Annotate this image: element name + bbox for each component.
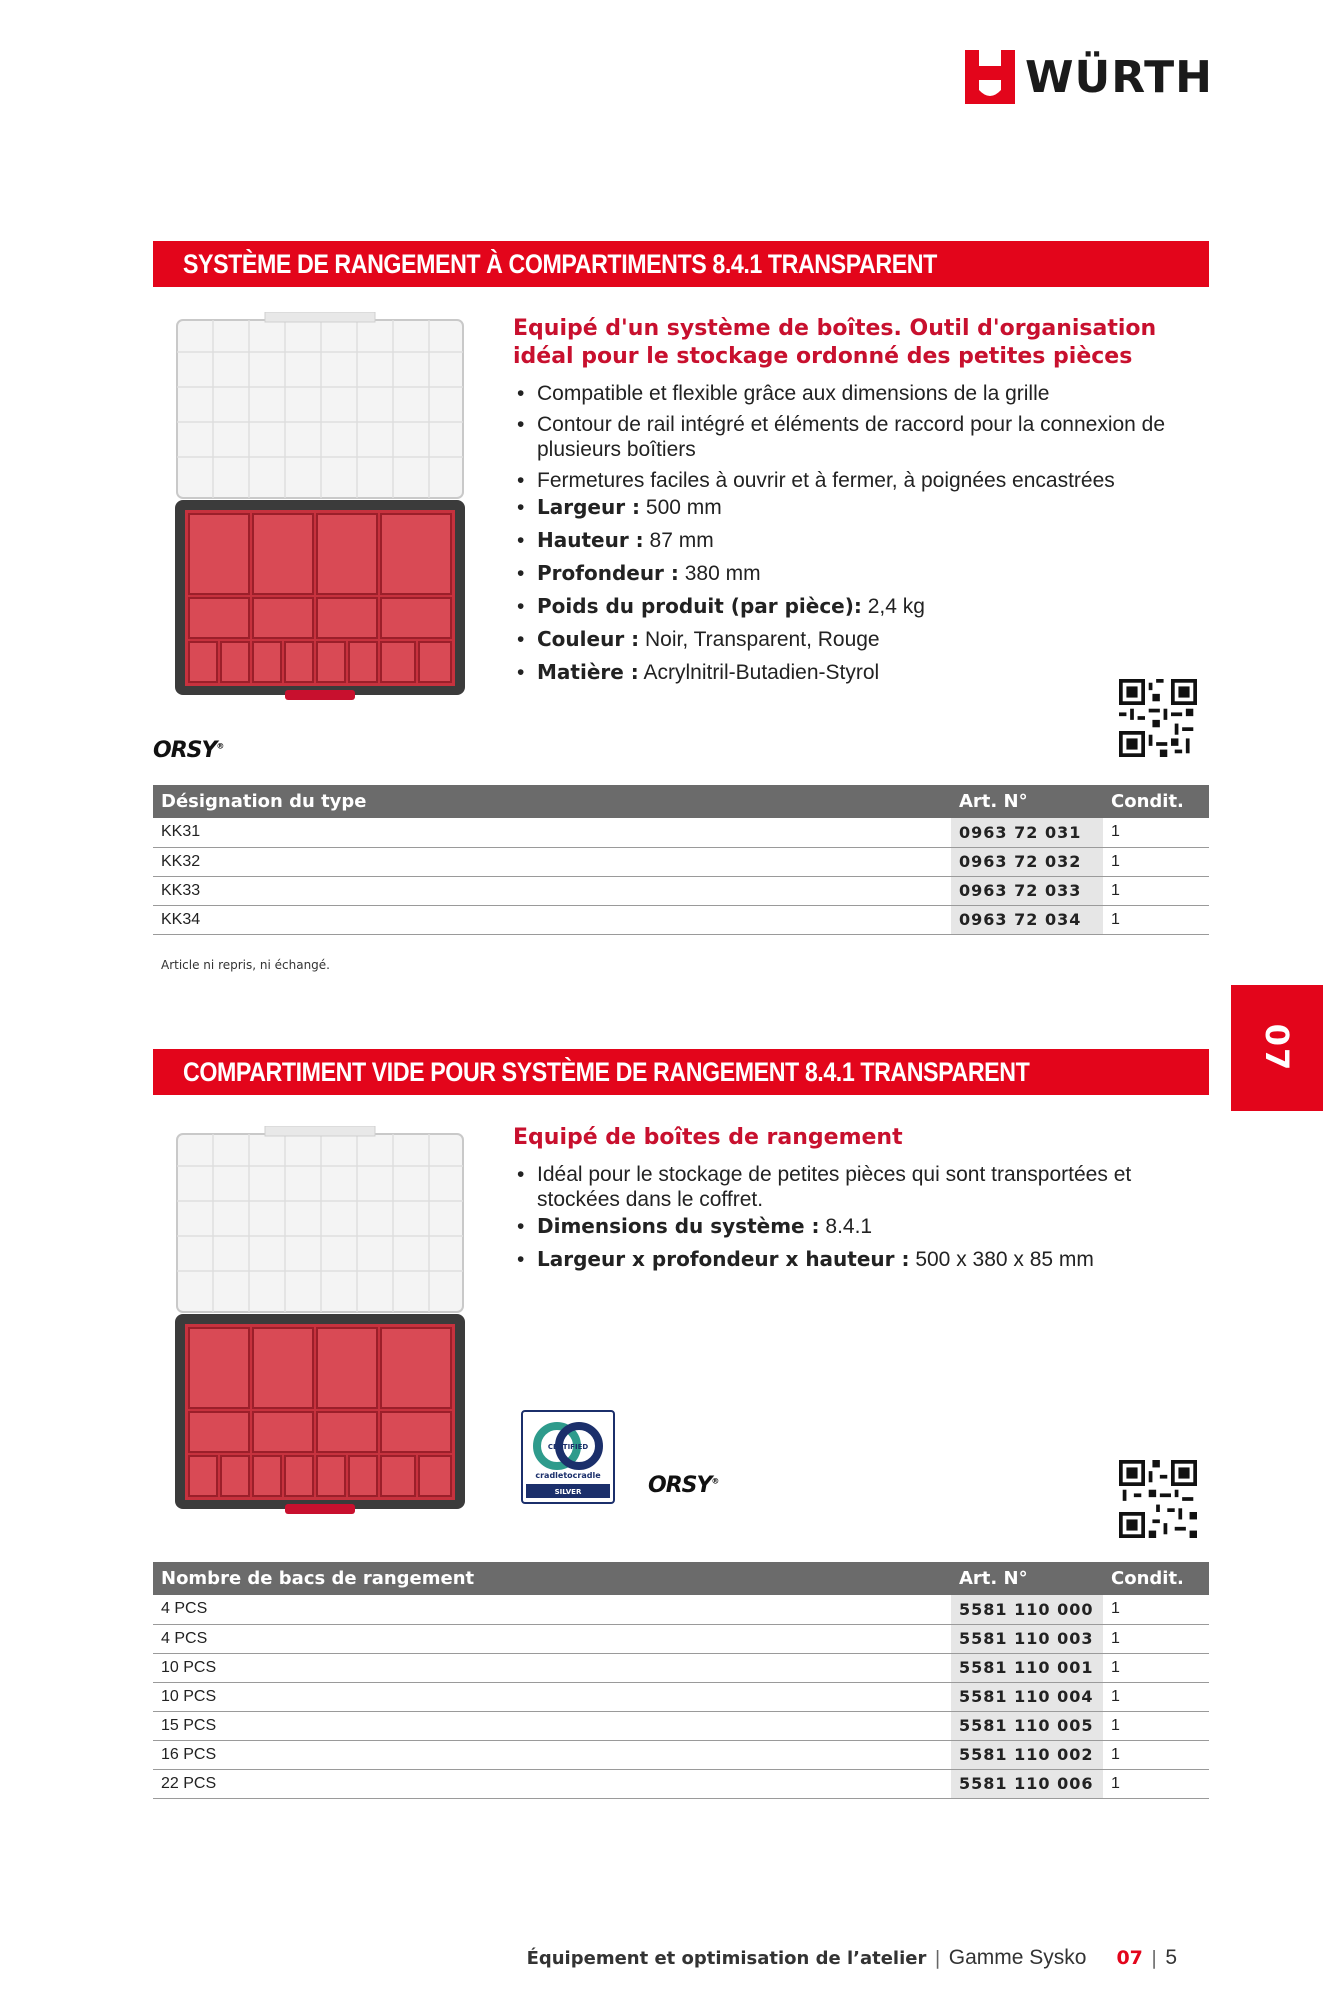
brand-name: WÜRTH (1025, 51, 1214, 103)
column-header-count: Nombre de bacs de rangement (153, 1562, 951, 1595)
table-header-row (153, 785, 1209, 818)
spec-item: • Largeur x profondeur x hauteur : 500 x 380 x 85 mm (513, 1247, 1213, 1272)
table-row (153, 1682, 1209, 1711)
section1-article-table (153, 785, 1209, 935)
column-header-cond: Condit. (1103, 1562, 1209, 1595)
table-row (153, 1740, 1209, 1769)
spec-item: • Couleur : Noir, Transparent, Rouge (513, 627, 1213, 652)
section2-feature-list (513, 1162, 1213, 1272)
section2-title: COMPARTIMENT VIDE POUR SYSTÈME DE RANGEMENT 8.4.1 TRANSPARENT (153, 1049, 1209, 1095)
section1-description (513, 315, 1213, 691)
table-row (153, 818, 1209, 847)
footer-range: Gamme Sysko (948, 1946, 1087, 1969)
cell-type: KK31 (153, 818, 951, 847)
cell-count: 22 PCS (153, 1769, 951, 1798)
section1-headline: Equipé d'un système de boîtes. Outil d'organisation idéal pour le stockage ordonné des petites pièces (513, 316, 1157, 369)
cell-art: 0963 72 034 (951, 905, 1103, 934)
cell-count: 15 PCS (153, 1711, 951, 1740)
cell-art: 5581 110 004 (951, 1682, 1103, 1711)
cell-art: 5581 110 003 (951, 1624, 1103, 1653)
wurth-mark-icon (965, 50, 1015, 104)
cell-art: 5581 110 002 (951, 1740, 1103, 1769)
footer-category: Équipement et optimisation de l’atelier (526, 1948, 927, 1969)
return-policy-note: Article ni repris, ni échangé. (161, 958, 330, 972)
cell-art: 0963 72 032 (951, 847, 1103, 876)
cell-art: 5581 110 000 (951, 1595, 1103, 1624)
spec-item: • Matière : Acrylnitril-Butadien-Styrol (513, 660, 1213, 685)
cell-cond: 1 (1103, 1624, 1209, 1653)
orsy-logo: ORSY® (648, 1473, 719, 1498)
cell-cond: 1 (1103, 1595, 1209, 1624)
table-row (153, 847, 1209, 876)
cell-count: 10 PCS (153, 1682, 951, 1711)
qr-code-icon[interactable] (1119, 679, 1197, 757)
section1-title: SYSTÈME DE RANGEMENT À COMPARTIMENTS 8.4.1 TRANSPARENT (153, 241, 1209, 287)
column-header-cond: Condit. (1103, 785, 1209, 818)
cell-art: 0963 72 033 (951, 876, 1103, 905)
wurth-logo (965, 50, 1213, 104)
table-row (153, 1769, 1209, 1798)
cell-type: KK32 (153, 847, 951, 876)
cell-cond: 1 (1103, 818, 1209, 847)
footer-separator: | (1150, 1947, 1158, 1969)
spec-item: • Largeur : 500 mm (513, 495, 1213, 520)
qr-code-icon[interactable] (1119, 1460, 1197, 1538)
product-image-storage-case-empty (175, 1126, 465, 1516)
footer-subpage: 5 (1165, 1946, 1177, 1969)
product-image-storage-case (175, 312, 465, 702)
feature-item: • Idéal pour le stockage de petites pièces qui sont transportées et stockées dans le coffret. (513, 1162, 1213, 1212)
cell-cond: 1 (1103, 1682, 1209, 1711)
table-row (153, 1595, 1209, 1624)
cradle-to-cradle-badge (521, 1410, 615, 1504)
feature-item: • Contour de rail intégré et éléments de raccord pour la connexion de plusieurs boîtiers (513, 412, 1213, 462)
table-header-row (153, 1562, 1209, 1595)
cell-type: KK34 (153, 905, 951, 934)
column-header-type: Désignation du type (153, 785, 951, 818)
footer-page-number: 07 (1116, 1947, 1143, 1969)
section2-article-table (153, 1562, 1209, 1799)
cell-cond: 1 (1103, 1711, 1209, 1740)
table-row (153, 1711, 1209, 1740)
cell-art: 0963 72 031 (951, 818, 1103, 847)
page-footer (527, 1946, 1177, 1970)
cell-cond: 1 (1103, 1653, 1209, 1682)
cell-art: 5581 110 006 (951, 1769, 1103, 1798)
column-header-art: Art. N° (951, 785, 1103, 818)
cradle-to-cradle-icon (523, 1412, 613, 1502)
section1-feature-list (513, 381, 1213, 685)
table-row (153, 1653, 1209, 1682)
cell-count: 4 PCS (153, 1595, 951, 1624)
cell-art: 5581 110 001 (951, 1653, 1103, 1682)
feature-item: • Compatible et flexible grâce aux dimensions de la grille (513, 381, 1213, 406)
section2-headline: Equipé de boîtes de rangement (513, 1125, 903, 1150)
cell-cond: 1 (1103, 876, 1209, 905)
badge-silver: SILVER (554, 1488, 582, 1496)
section2-description (513, 1124, 1213, 1278)
cell-cond: 1 (1103, 847, 1209, 876)
column-header-art: Art. N° (951, 1562, 1103, 1595)
table-row (153, 876, 1209, 905)
orsy-logo: ORSY® (153, 738, 224, 763)
chapter-tab[interactable]: 07 (1231, 985, 1323, 1111)
spec-item: • Hauteur : 87 mm (513, 528, 1213, 553)
spec-item: • Dimensions du système : 8.4.1 (513, 1214, 1213, 1239)
cell-cond: 1 (1103, 905, 1209, 934)
badge-certified: CERTIFIED (547, 1443, 589, 1451)
table-row (153, 905, 1209, 934)
spec-item: • Poids du produit (par pièce): 2,4 kg (513, 594, 1213, 619)
cell-count: 4 PCS (153, 1624, 951, 1653)
table-row (153, 1624, 1209, 1653)
cell-count: 10 PCS (153, 1653, 951, 1682)
cell-cond: 1 (1103, 1740, 1209, 1769)
feature-item: • Fermetures faciles à ouvrir et à fermer, à poignées encastrées (513, 468, 1213, 493)
cell-art: 5581 110 005 (951, 1711, 1103, 1740)
badge-cradle: cradletocradle (535, 1471, 601, 1480)
cell-type: KK33 (153, 876, 951, 905)
cell-cond: 1 (1103, 1769, 1209, 1798)
spec-item: • Profondeur : 380 mm (513, 561, 1213, 586)
cell-count: 16 PCS (153, 1740, 951, 1769)
footer-separator: | (934, 1947, 941, 1969)
